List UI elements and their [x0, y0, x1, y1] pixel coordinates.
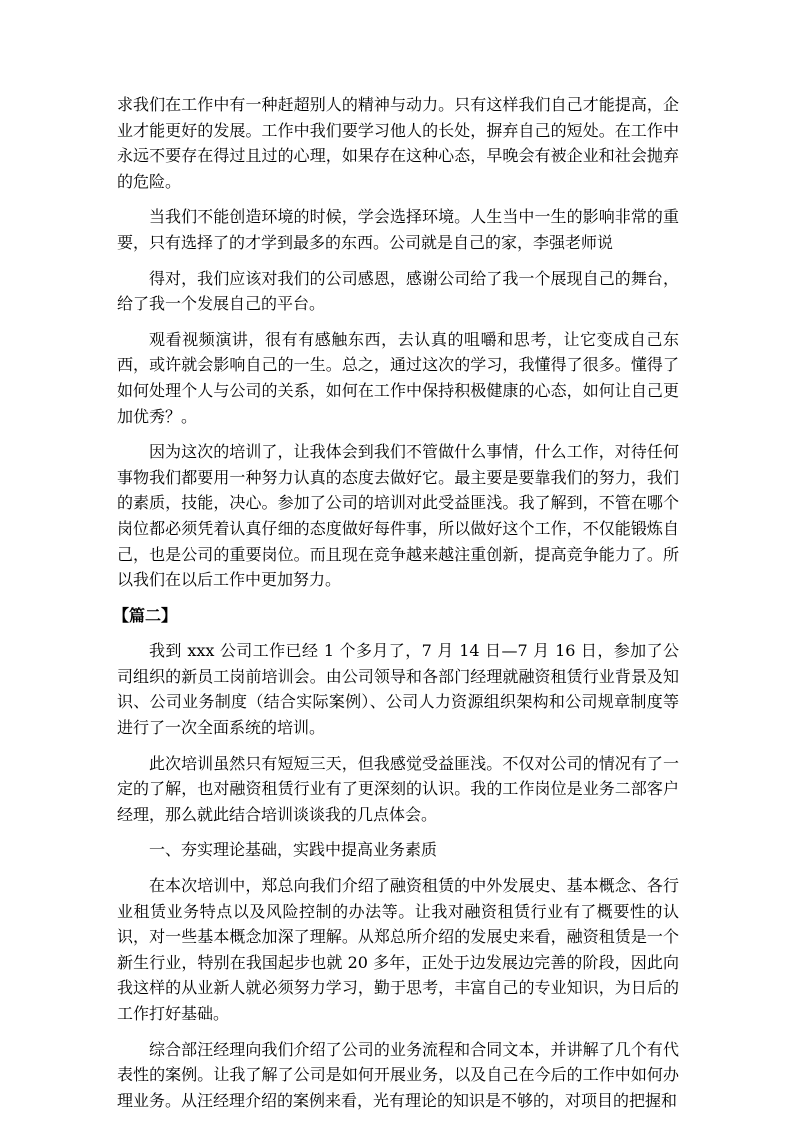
paragraph: 因为这次的培训了，让我体会到我们不管做什么事情，什么工作，对待任何事物我们都要用一种努力认真的态度去做好它。最主要是要靠我们的努力，我们的素质，技能，决心。参加了公司的培训对此受益匪浅。我了解到，不管在哪个岗位都必须凭着认真仔细的态度做好每件事，所以做好这个工作，不仅能锻炼自己，也是公司的重要岗位。而且现在竞争越来越注重创新，提高竞争能力了。所以我们在以后工作中更加努力。: [117, 442, 679, 590]
paragraph: 综合部汪经理向我们介绍了公司的业务流程和合同文本，并讲解了几个有代表性的案例。让我了解了公司是如何开展业务，以及自己在今后的工作中如何办理业务。从汪经理介绍的案例来看，光有理论的知识是不够的，对项目的把握和: [117, 1039, 679, 1110]
paragraph: 在本次培训中，郑总向我们介绍了融资租赁的中外发展史、基本概念、各行业租赁业务特点以及风险控制的办法等。让我对融资租赁行业有了概要性的认识，对一些基本概念加深了理解。从郑总所介绍的发展史来看，融资租赁是一个新生行业，特别在我国起步也就 20 多年，正处于边发展边完善的阶段，因此向我这样的从业新人就必须努力学习，勤于思考，丰富自己的专业知识，为日后的工作打好基础。: [117, 876, 679, 1023]
paragraph: 我到 xxx 公司工作已经 1 个多月了，7 月 14 日—7 月 16 日，参加了公司组织的新员工岗前培训会。由公司领导和各部门经理就融资租赁行业背景及知识、公司业务制度（结合实际案例）、公司人力资源组织架构和公司规章制度等进行了一次全面系统的培训。: [117, 641, 679, 738]
document-body: [113, 92, 679, 1123]
paragraph: 得对，我们应该对我们的公司感恩，感谢公司给了我一个展现自己的舞台，给了我一个发展自己的平台。: [117, 268, 679, 314]
paragraph: 当我们不能创造环境的时候，学会选择环境。人生当中一生的影响非常的重要，只有选择了的才学到最多的东西。公司就是自己的家，李强老师说: [117, 207, 679, 252]
section-heading: 【篇二】: [113, 605, 178, 625]
subsection-heading: 一、夯实理论基础，实践中提高业务素质: [149, 840, 438, 860]
paragraph: 观看视频演讲，很有有感触东西，去认真的咀嚼和思考，让它变成自己东西，或许就会影响自己的一生。总之，通过这次的学习，我懂得了很多。懂得了如何处理个人与公司的关系，如何在工作中保持积极健康的心态，如何让自己更加优秀？。: [117, 329, 679, 426]
paragraph: 此次培训虽然只有短短三天，但我感觉受益匪浅。不仅对公司的情况有了一定的了解，也对融资租赁行业有了更深刻的认识。我的工作岗位是业务二部客户经理，那么就此结合培训谈谈我的几点体会。: [117, 753, 679, 824]
paragraph: 求我们在工作中有一种赶超别人的精神与动力。只有这样我们自己才能提高，企业才能更好的发展。工作中我们要学习他人的长处，摒弃自己的短处。在工作中永远不要存在得过且过的心理，如果存在这种心态，早晚会有被企业和社会抛弃的危险。: [117, 95, 679, 191]
